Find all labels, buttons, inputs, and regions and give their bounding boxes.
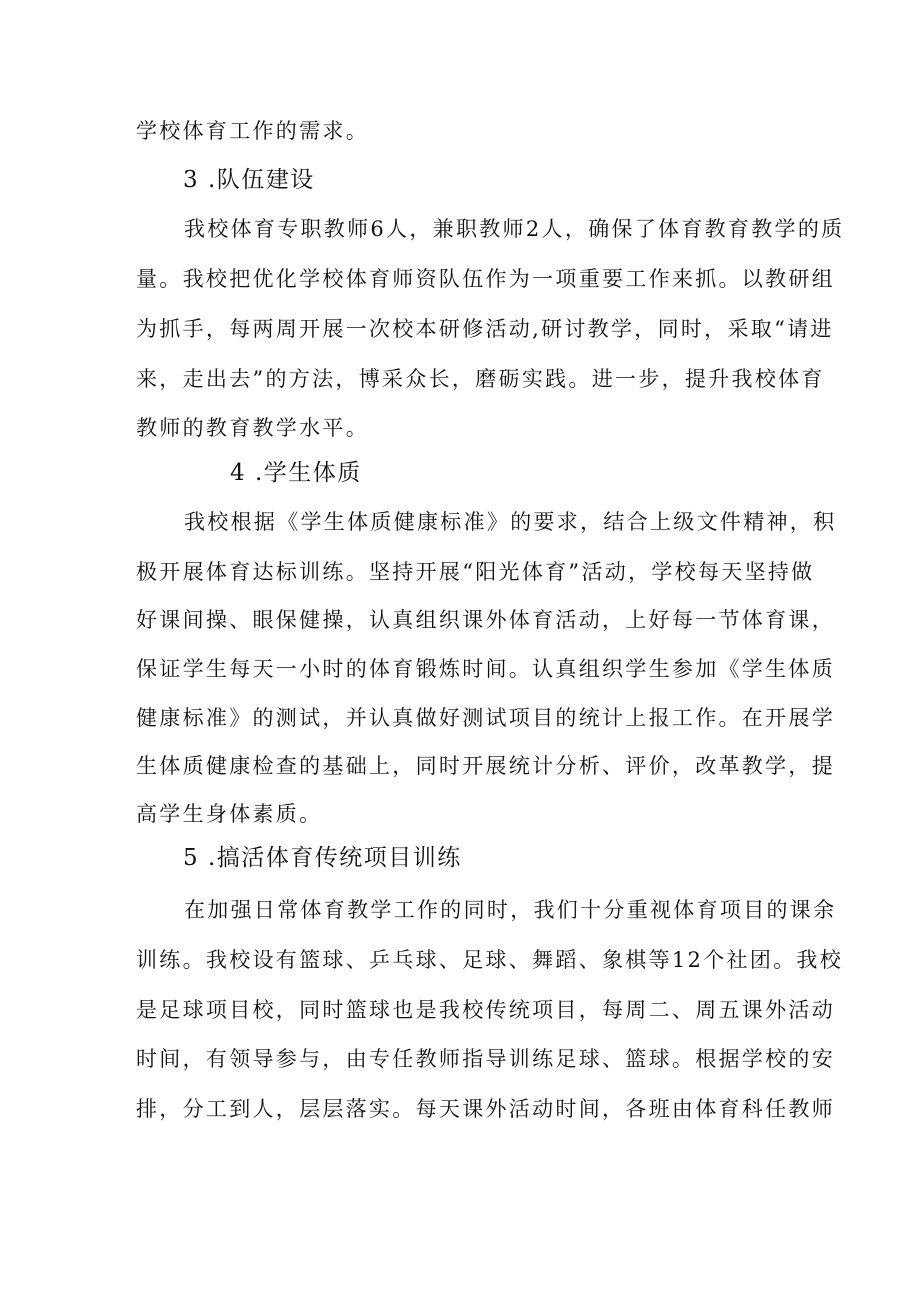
paragraph-line: 高学生身体素质。 [136, 802, 323, 826]
paragraph-line: 排，分工到人，层层落实。每天课外活动时间，各班由体育科任教师 [136, 1097, 835, 1121]
paragraph-line: 保证学生每天一小时的体育锻炼时间。认真组织学生参加《学生体质 [136, 657, 835, 681]
paragraph-line: 教师的教育教学水平。 [136, 416, 369, 440]
paragraph-line: 是足球项目校，同时篮球也是我校传统项目，每周二、周五课外活动 [136, 998, 835, 1022]
paragraph-line: 我校根据《学生体质健康标准》的要求，结合上级文件精神，积 [184, 510, 837, 534]
paragraph-line: 量。我校把优化学校体育师资队伍作为一项重要工作来抓。以教研组 [136, 267, 835, 291]
paragraph-line: 健康标准》的测试，并认真做好测试项目的统计上报工作。在开展学 [136, 706, 835, 730]
paragraph-line: 来，走出去”的方法，博采众长，磨砺实践。进一步，提升我校体育 [136, 367, 825, 391]
paragraph-line: 好课间操、眼保健操，认真组织课外体育活动，上好每一节体育课， [136, 608, 835, 632]
paragraph-line: 为抓手，每两周开展一次校本研修活动,研讨教学，同时，采取“请进 [136, 317, 834, 341]
paragraph-line: 我校体育专职教师6人，兼职教师2人，确保了体育教育教学的质 [184, 217, 845, 241]
section-heading-3: 3 .队伍建设 [183, 167, 315, 193]
paragraph-line: 在加强日常体育教学工作的同时，我们十分重视体育项目的课余 [184, 898, 837, 922]
paragraph-line: 时间，有领导参与，由专任教师指导训练足球、篮球。根据学校的安 [136, 1047, 835, 1071]
section-heading-5: 5 .搞活体育传统项目训练 [183, 845, 462, 871]
paragraph-line: 极开展体育达标训练。坚持开展“阳光体育”活动，学校每天坚持做 [136, 560, 815, 584]
paragraph-line: 训练。我校设有篮球、乒乓球、足球、舞蹈、象棋等12个社团。我校 [136, 948, 844, 972]
paragraph-line: 学校体育工作的需求。 [136, 119, 369, 143]
paragraph-line: 生体质健康检查的基础上，同时开展统计分析、评价，改革教学，提 [136, 754, 835, 778]
section-heading-4: 4 .学生体质 [230, 460, 362, 486]
